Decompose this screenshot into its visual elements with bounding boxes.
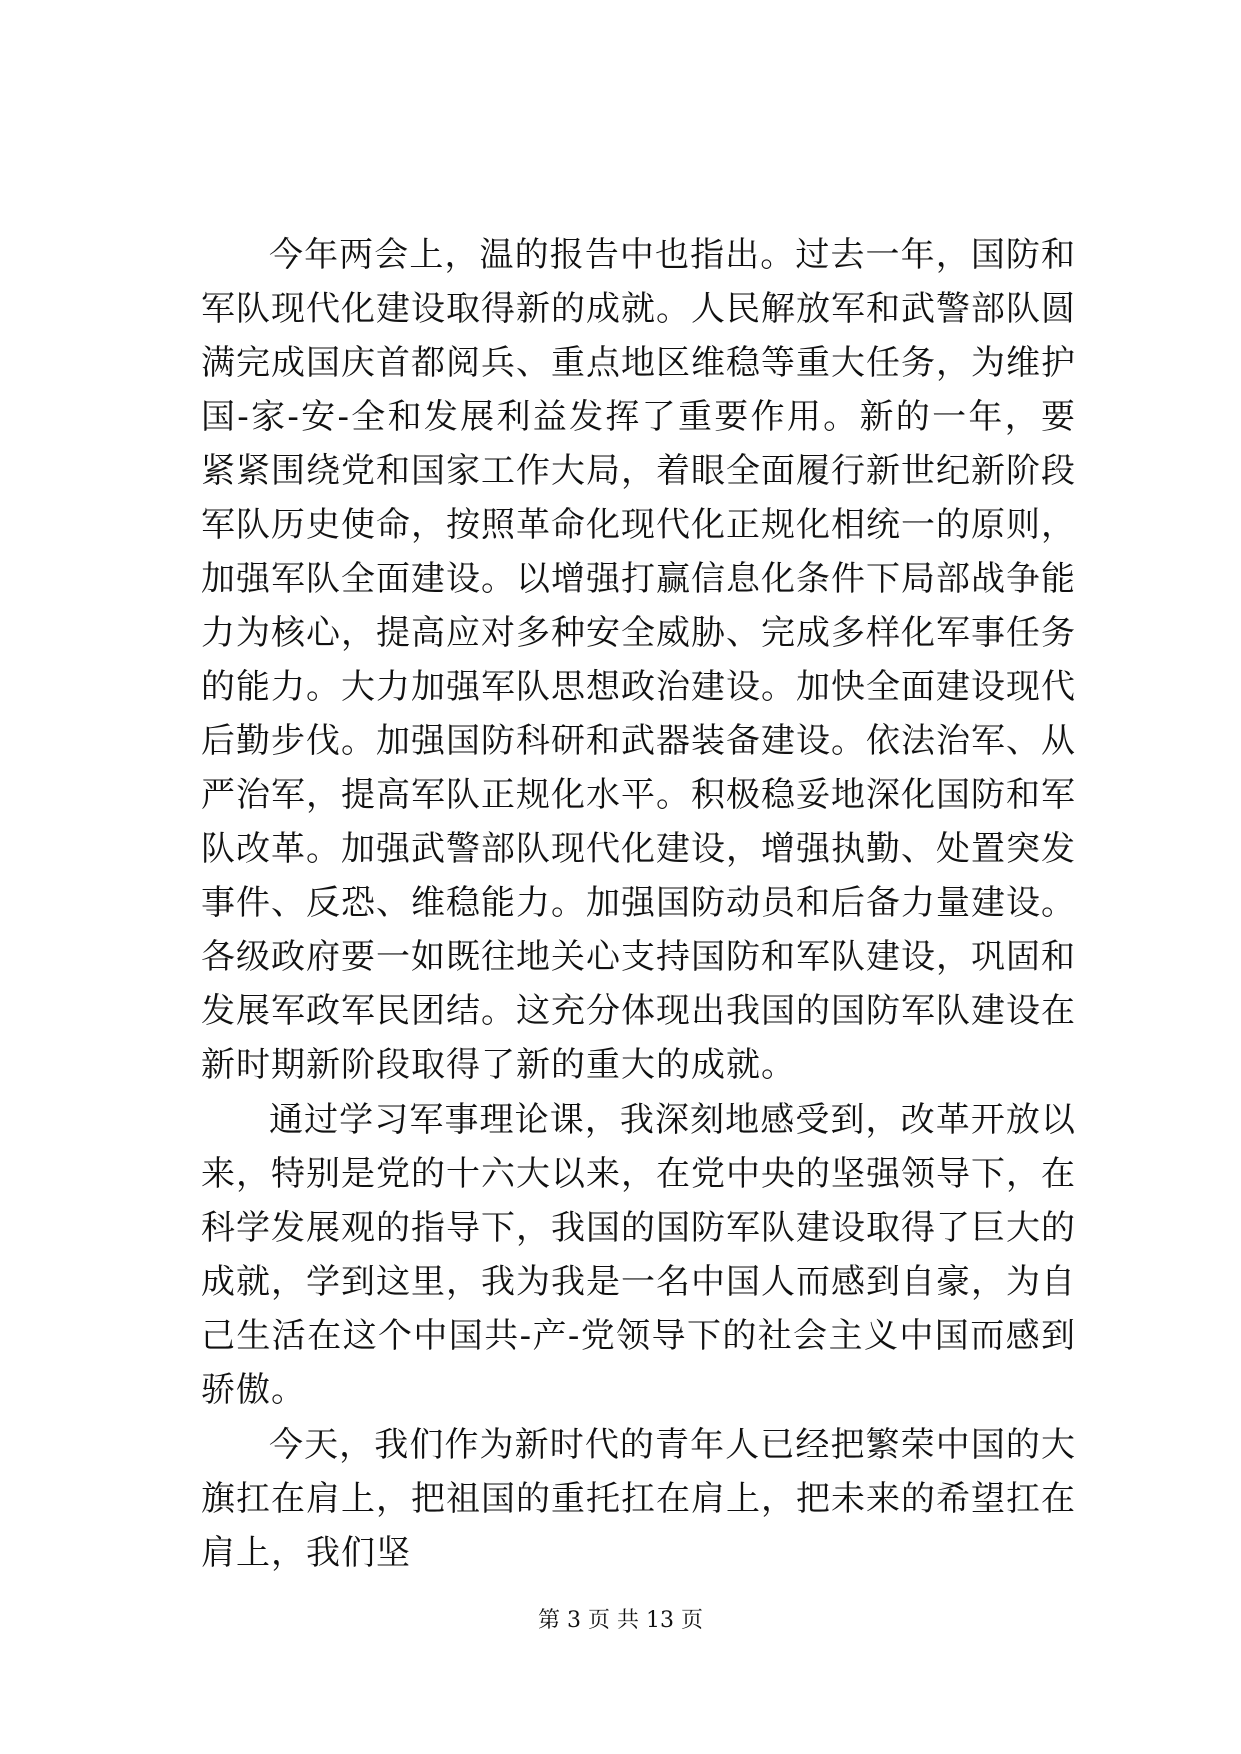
paragraph-2: 通过学习军事理论课，我深刻地感受到，改革开放以来，特别是党的十六大以来，在党中央的坚强领导下，在科学发展观的指导下，我国的国防军队建设取得了巨大的成就，学到这里，我为我是一名中国人而感到自豪，为自己生活在这个中国共-产-党领导下的社会主义中国而感到骄傲。 [201, 1100, 1076, 1410]
paragraph-1: 今年两会上，温的报告中也指出。过去一年，国防和军队现代化建设取得新的成就。人民解放军和武警部队圆满完成国庆首都阅兵、重点地区维稳等重大任务，为维护国-家-安-全和发展利益发挥了重要作用。新的一年，要紧紧围绕党和国家工作大局，着眼全面履行新世纪新阶段军队历史使命，按照革命化现代化正规化相统一的原则，加强军队全面建设。以增强打赢信息化条件下局部战争能力为核心，提高应对多种安全威胁、完成多样化军事任务的能力。大力加强军队思想政治建设。加快全面建设现代后勤步伐。加强国防科研和武器装备建设。依法治军、从严治军，提高军队正规化水平。积极稳妥地深化国防和军队改革。加强武警部队现代化建设，增强执勤、处置突发事件、反恐、维稳能力。加强国防动员和后备力量建设。各级政府要一如既往地关心支持国防和军队建设，巩固和发展军政军民团结。这充分体现出我国的国防军队建设在新时期新阶段取得了新的重大的成就。 [201, 235, 1076, 1085]
paragraph-3: 今天，我们作为新时代的青年人已经把繁荣中国的大旗扛在肩上，把祖国的重托扛在肩上，把未来的希望扛在肩上，我们坚 [201, 1425, 1076, 1573]
document-body [201, 228, 1076, 1580]
page-number-footer: 第 3 页 共 13 页 [538, 1608, 703, 1633]
